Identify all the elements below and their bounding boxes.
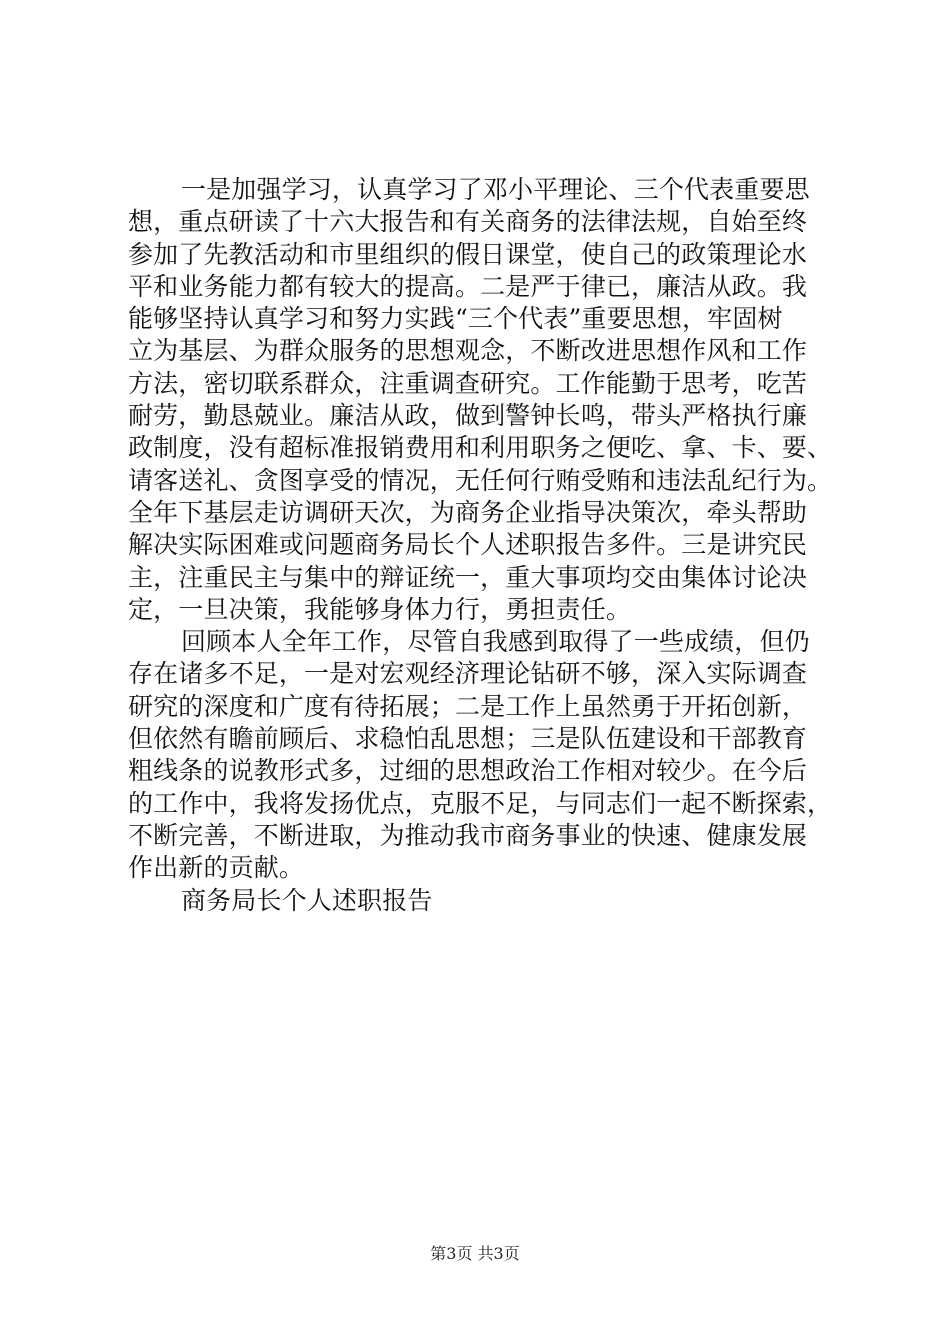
text-line: 解决实际困难或问题商务局长个人述职报告多件。三是讲究民 [128, 530, 808, 560]
text-line: 一是加强学习，认真学习了邓小平理论、三个代表重要思 [181, 175, 810, 204]
text-line: 的工作中，我将发扬优点，克服不足，与同志们一起不断探索， [128, 788, 833, 818]
text-line: 请客送礼、贪图享受的情况，无任何行贿受贿和违法乱纪行为。 [128, 465, 833, 495]
page-footer: 第3页 共3页 [430, 1244, 520, 1263]
text-line: 不断完善，不断进取，为推动我市商务事业的快速、健康发展 [128, 820, 808, 850]
text-line: 商务局长个人述职报告 [181, 885, 433, 915]
text-line: 研究的深度和广度有待拓展；二是工作上虽然勇于开拓创新， [128, 691, 808, 721]
text-line: 能够坚持认真学习和努力实践“三个代表”重要思想，牢固树 [128, 304, 783, 334]
text-line: 方法，密切联系群众，注重调查研究。工作能勤于思考，吃苦 [128, 368, 808, 398]
text-line: 定，一旦决策，我能够身体力行，勇担责任。 [128, 594, 632, 624]
text-line: 参加了先教活动和市里组织的假日课堂，使自己的政策理论水 [128, 239, 808, 269]
text-line: 立为基层、为群众服务的思想观念，不断改进思想作风和工作 [128, 336, 808, 366]
text-line: 全年下基层走访调研天次，为商务企业指导决策次，牵头帮助 [128, 497, 808, 527]
text-line: 主，注重民主与集中的辩证统一，重大事项均交由集体讨论决 [128, 562, 808, 592]
text-line: 但依然有瞻前顾后、求稳怕乱思想；三是队伍建设和干部教育 [128, 724, 808, 754]
text-line: 想，重点研读了十六大报告和有关商务的法律法规，自始至终 [128, 207, 808, 237]
text-line: 回顾本人全年工作，尽管自我感到取得了一些成绩，但仍 [181, 627, 810, 657]
text-line: 平和业务能力都有较大的提高。二是严于律已，廉洁从政。我 [128, 271, 808, 301]
text-line: 耐劳，勤恳兢业。廉洁从政，做到警钟长鸣，带头严格执行廉 [128, 401, 808, 431]
text-line: 作出新的贡献。 [128, 853, 305, 883]
text-line: 政制度，没有超标准报销费用和利用职务之便吃、拿、卡、要、 [128, 433, 833, 463]
document-body [128, 174, 832, 917]
text-line: 存在诸多不足，一是对宏观经济理论钻研不够，深入实际调查 [128, 659, 808, 689]
text-line: 粗线条的说教形式多，过细的思想政治工作相对较少。在今后 [128, 756, 808, 786]
